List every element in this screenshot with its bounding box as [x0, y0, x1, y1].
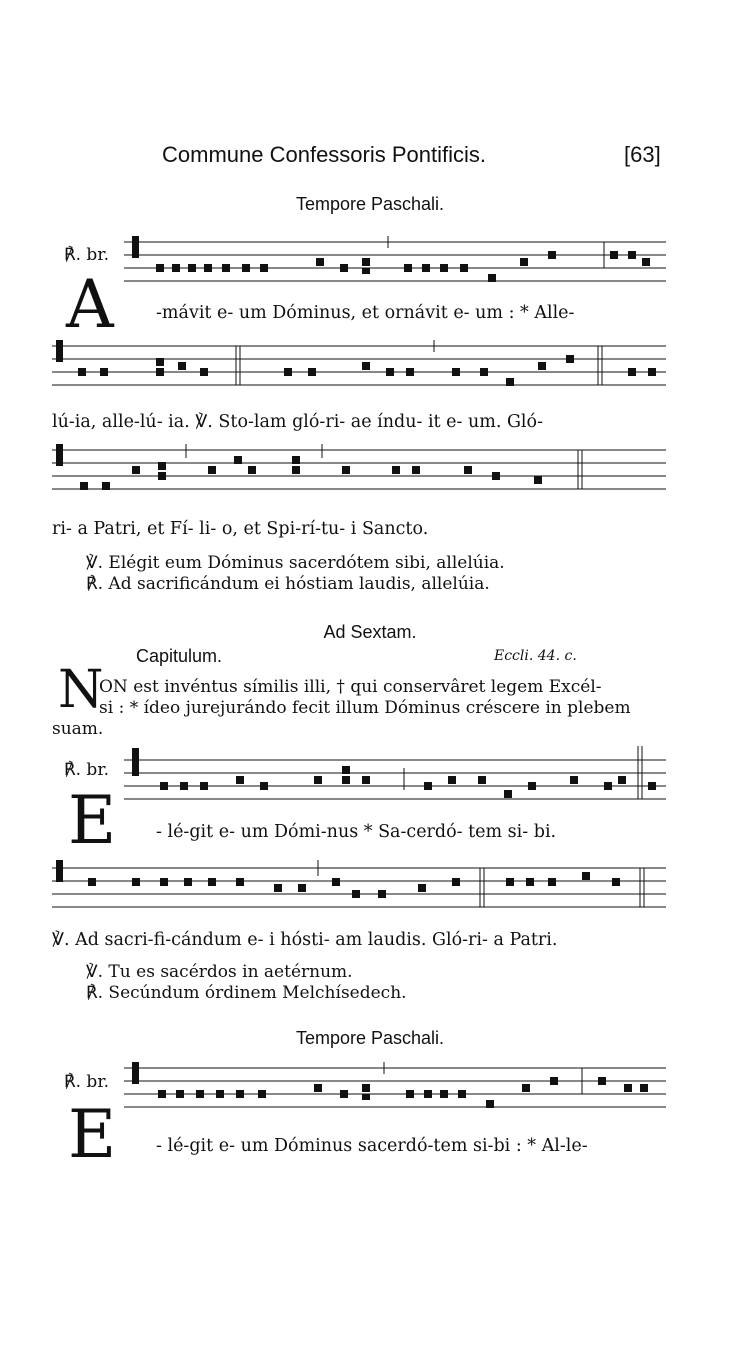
- responsory-label: ℟. br.: [64, 245, 109, 265]
- lyric-line: -mávit e- um Dóminus, et ornávit e- um : * Alle-: [156, 303, 575, 323]
- lyric-line: lú-ia, alle-lú- ia. ℣. Sto-lam gló-ri- ae índu- it e- um. Gló-: [52, 412, 543, 432]
- initial-letter: E: [68, 1096, 117, 1173]
- section-subtitle: Tempore Paschali.: [295, 1028, 445, 1048]
- chant-staff-6: [118, 1062, 666, 1112]
- citation: Eccli. 44. c.: [494, 648, 577, 664]
- initial-letter: A: [66, 266, 114, 343]
- page-number: [63]: [624, 142, 661, 167]
- responsory-label: ℟. br.: [64, 1072, 109, 1092]
- lyric-line: ri- a Patri, et Fí- li- o, et Spi-rí-tu- i Sancto.: [52, 519, 429, 539]
- hour-title: Ad Sextam.: [323, 622, 417, 642]
- chant-staff-3: [52, 444, 666, 498]
- lyric-line: - lé-git e- um Dómi-nus * Sa-cerdó- tem si- bi.: [156, 822, 557, 842]
- initial-letter: E: [68, 782, 117, 859]
- lyric-line: ℣. Ad sacri-fi-cándum e- i hósti- am laudis. Gló-ri- a Patri.: [52, 930, 558, 950]
- lyric-line: - lé-git e- um Dóminus sacerdó-tem si-bi : * Al-le-: [156, 1136, 588, 1156]
- chant-staff-2: [52, 340, 666, 390]
- responsory-label: ℟. br.: [64, 760, 109, 780]
- response: ℟. Secúndum órdinem Melchísedech.: [86, 983, 407, 1003]
- versicle: ℣. Elégit eum Dóminus sacerdótem sibi, allelúia.: [86, 553, 505, 573]
- response: ℟. Ad sacrificándum ei hóstiam laudis, allelúia.: [86, 574, 490, 594]
- prose-line: si : * ídeo jurejurándo fecit illum Dóminus créscere in plebem: [99, 698, 631, 718]
- prose-line: suam.: [52, 719, 104, 739]
- drop-cap: N: [58, 660, 104, 720]
- chant-staff-5: [52, 860, 666, 916]
- prose-line: ON est invéntus símilis illi, † qui conservâret legem Excél-: [99, 677, 602, 697]
- capitulum-label: Capitulum.: [136, 646, 223, 666]
- chant-staff-4: [118, 746, 666, 804]
- versicle: ℣. Tu es sacérdos in aetérnum.: [86, 962, 353, 982]
- running-title: Commune Confessoris Pontificis.: [162, 142, 487, 167]
- chant-staff-1: [118, 236, 666, 286]
- section-subtitle: Tempore Paschali.: [295, 194, 445, 214]
